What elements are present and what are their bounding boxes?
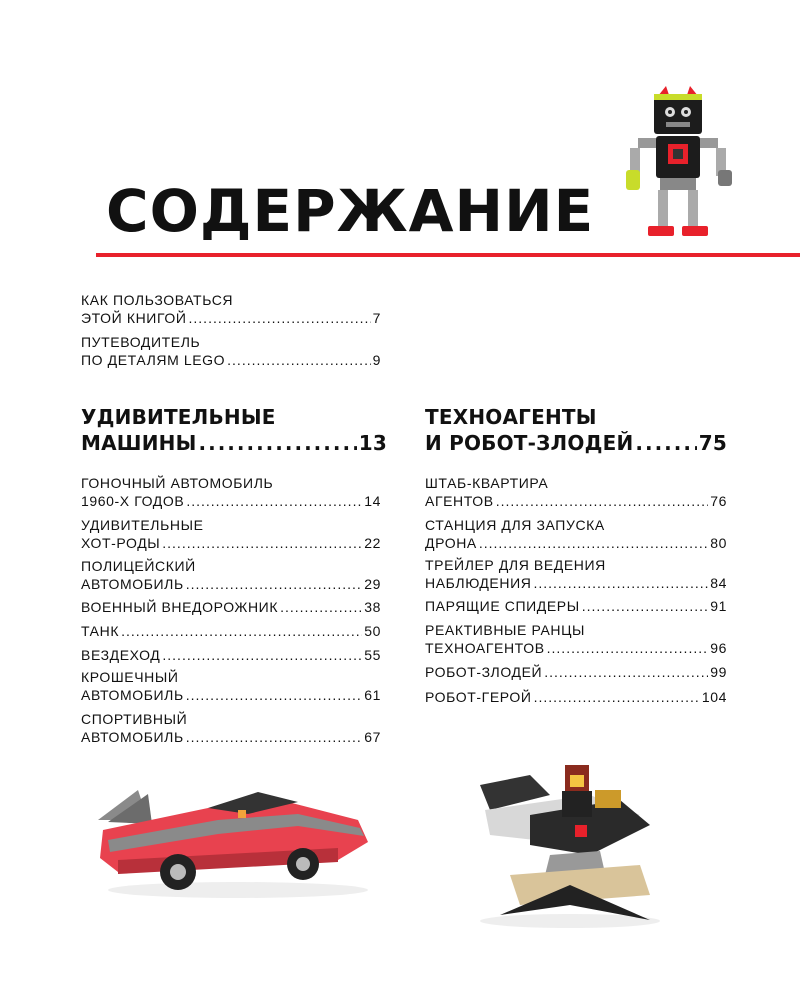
dot-leader <box>533 574 708 592</box>
section-heading-line1: ТЕХНОАГЕНТЫ <box>425 405 597 429</box>
toc-entry-line2: ТАНК <box>81 623 120 639</box>
lego-hover-speeder-image <box>470 755 680 930</box>
dot-leader <box>121 622 362 640</box>
dot-leader <box>189 309 371 327</box>
toc-entry-page: 99 <box>710 664 727 680</box>
toc-entry-line1: ТРЕЙЛЕР ДЛЯ ВЕДЕНИЯ <box>425 557 606 573</box>
toc-entry-line1: СТАНЦИЯ ДЛЯ ЗАПУСКА <box>425 517 605 533</box>
dot-leader <box>496 492 709 510</box>
lego-red-sports-car-image <box>88 780 378 900</box>
toc-entry-line1: УДИВИТЕЛЬНЫЕ <box>81 517 204 533</box>
toc-entry-line2: ВЕЗДЕХОД <box>81 647 161 663</box>
toc-entry-line2: ДРОНА <box>425 535 477 551</box>
toc-entry[interactable] <box>425 474 727 510</box>
toc-entry[interactable] <box>81 668 381 704</box>
section-heading-page: 13 <box>358 431 387 455</box>
toc-entry-page: 104 <box>701 689 727 705</box>
toc-entry[interactable] <box>81 516 381 552</box>
toc-entry-line2: АВТОМОБИЛЬ <box>81 687 184 703</box>
dot-leader <box>544 663 708 681</box>
dot-leader <box>547 639 709 657</box>
dot-leader <box>635 430 696 456</box>
toc-entry-page: 76 <box>710 493 727 509</box>
section-heading-techno-agents[interactable] <box>425 404 727 456</box>
dot-leader <box>162 646 362 664</box>
toc-entry-page: 14 <box>364 493 381 509</box>
toc-entry-line1: СПОРТИВНЫЙ <box>81 711 188 727</box>
toc-entry-line1: РЕАКТИВНЫЕ РАНЦЫ <box>425 622 586 638</box>
toc-entry[interactable] <box>81 710 381 746</box>
toc-entry-page: 80 <box>710 535 727 551</box>
toc-entry-line2: ЭТОЙ КНИГОЙ <box>81 310 187 326</box>
toc-entry[interactable] <box>425 663 727 681</box>
dot-leader <box>199 430 357 456</box>
toc-entry[interactable] <box>425 516 727 552</box>
page-title: СОДЕРЖАНИЕ <box>106 177 595 245</box>
toc-entry-line2: ПАРЯЩИЕ СПИДЕРЫ <box>425 598 580 614</box>
toc-entry-line2: ПО ДЕТАЛЯМ LEGO <box>81 352 226 368</box>
title-underline <box>96 253 800 257</box>
section-heading-amazing-cars[interactable] <box>81 404 387 456</box>
toc-entry-page: 84 <box>710 575 727 591</box>
toc-entry-line2: НАБЛЮДЕНИЯ <box>425 575 532 591</box>
toc-entry-line2: АВТОМОБИЛЬ <box>81 729 184 745</box>
toc-entry[interactable] <box>425 556 727 592</box>
toc-entry-line2: ХОТ-РОДЫ <box>81 535 161 551</box>
dot-leader <box>227 351 370 369</box>
toc-entry[interactable] <box>81 622 381 640</box>
toc-entry-page: 67 <box>364 729 381 745</box>
toc-entry[interactable] <box>81 474 381 510</box>
dot-leader <box>186 686 362 704</box>
toc-entry-page: 7 <box>372 310 381 326</box>
dot-leader <box>186 728 362 746</box>
lego-robot-image <box>618 78 738 248</box>
toc-entry[interactable] <box>425 688 727 706</box>
toc-entry-line2: ТЕХНОАГЕНТОВ <box>425 640 545 656</box>
dot-leader <box>186 492 362 510</box>
toc-entry-page: 38 <box>364 599 381 615</box>
toc-entry-page: 29 <box>364 576 381 592</box>
toc-entry[interactable] <box>425 597 727 615</box>
toc-entry-page: 9 <box>372 352 381 368</box>
toc-entry-page: 22 <box>364 535 381 551</box>
toc-entry-line2: РОБОТ-ГЕРОЙ <box>425 689 532 705</box>
toc-entry-line1: ПУТЕВОДИТЕЛЬ <box>81 334 201 350</box>
section-heading-line2: И РОБОТ-ЗЛОДЕЙ <box>425 431 634 455</box>
toc-entry-line2: 1960-Х ГОДОВ <box>81 493 185 509</box>
toc-entry-page: 55 <box>364 647 381 663</box>
toc-entry-page: 96 <box>710 640 727 656</box>
dot-leader <box>534 688 700 706</box>
section-heading-line1: УДИВИТЕЛЬНЫЕ <box>81 405 276 429</box>
toc-entry-parts-guide[interactable] <box>81 333 381 369</box>
toc-entry-line1: ГОНОЧНЫЙ АВТОМОБИЛЬ <box>81 475 274 491</box>
toc-entry-page: 61 <box>364 687 381 703</box>
dot-leader <box>186 575 362 593</box>
toc-entry-line2: РОБОТ-ЗЛОДЕЙ <box>425 664 543 680</box>
section-heading-page: 75 <box>698 431 727 455</box>
toc-entry[interactable] <box>425 621 727 657</box>
dot-leader <box>582 597 708 615</box>
toc-entry-line1: ШТАБ-КВАРТИРА <box>425 475 549 491</box>
dot-leader <box>162 534 362 552</box>
dot-leader <box>280 598 362 616</box>
toc-entry-line1: КАК ПОЛЬЗОВАТЬСЯ <box>81 292 234 308</box>
toc-entry-line1: КРОШЕЧНЫЙ <box>81 669 179 685</box>
toc-entry-line2: ВОЕННЫЙ ВНЕДОРОЖНИК <box>81 599 279 615</box>
toc-entry-line1: ПОЛИЦЕЙСКИЙ <box>81 558 196 574</box>
dot-leader <box>479 534 708 552</box>
toc-entry[interactable] <box>81 646 381 664</box>
toc-entry-page: 91 <box>710 598 727 614</box>
toc-entry[interactable] <box>81 598 381 616</box>
toc-entry-page: 50 <box>364 623 381 639</box>
toc-entry-line2: АГЕНТОВ <box>425 493 494 509</box>
toc-entry-how-to-use[interactable] <box>81 291 381 327</box>
section-heading-line2: МАШИНЫ <box>81 431 197 455</box>
toc-entry-line2: АВТОМОБИЛЬ <box>81 576 184 592</box>
toc-entry[interactable] <box>81 557 381 593</box>
